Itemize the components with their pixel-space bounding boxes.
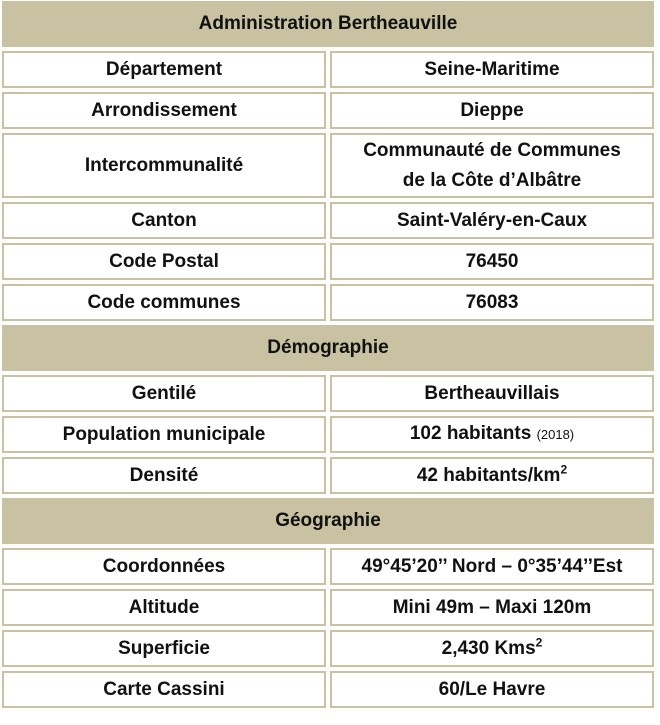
value-carte-cassini: 60/Le Havre (330, 671, 654, 708)
label-intercommunalite: Intercommunalité (2, 133, 326, 198)
section-title-geo: Géographie (2, 498, 654, 544)
value-altitude: Mini 49m – Maxi 120m (330, 589, 654, 626)
table-row-intercommunalite (2, 133, 654, 198)
table-row-carte-cassini (2, 671, 654, 708)
label-gentile: Gentilé (2, 375, 326, 412)
value-gentile: Bertheauvillais (330, 375, 654, 412)
table-row-altitude (2, 589, 654, 626)
section-header-admin (2, 1, 654, 47)
label-code-postal: Code Postal (2, 243, 326, 280)
label-superficie: Superficie (2, 630, 326, 667)
value-code-postal: 76450 (330, 243, 654, 280)
table-row-population (2, 416, 654, 453)
value-superficie-sup: 2 (535, 635, 543, 650)
value-superficie (330, 630, 654, 667)
section-header-geo (2, 498, 654, 544)
label-carte-cassini: Carte Cassini (2, 671, 326, 708)
table-row-coordonnees (2, 548, 654, 585)
section-title-demo: Démographie (2, 325, 654, 371)
section-header-demo (2, 325, 654, 371)
label-canton: Canton (2, 202, 326, 239)
label-code-communes: Code communes (2, 284, 326, 321)
label-coordonnees: Coordonnées (2, 548, 326, 585)
value-coordonnees: 49°45’20’’ Nord – 0°35’44’’Est (330, 548, 654, 585)
table-row-canton (2, 202, 654, 239)
table-row-departement (2, 51, 654, 88)
table-row-densite (2, 457, 654, 494)
label-altitude: Altitude (2, 589, 326, 626)
table-row-arrondissement (2, 92, 654, 129)
value-arrondissement: Dieppe (330, 92, 654, 129)
label-departement: Département (2, 51, 326, 88)
value-population-year: (2018) (536, 427, 575, 442)
label-arrondissement: Arrondissement (2, 92, 326, 129)
value-densite (330, 457, 654, 494)
value-intercommunalite-line2: de la Côte d’Albâtre (402, 169, 582, 191)
value-intercommunalite (330, 133, 654, 198)
table-row-code-postal (2, 243, 654, 280)
value-densite-text: 42 habitants/km (416, 464, 561, 486)
value-population (330, 416, 654, 453)
value-canton: Saint-Valéry-en-Caux (330, 202, 654, 239)
value-departement: Seine-Maritime (330, 51, 654, 88)
value-population-count: 102 habitants (409, 423, 532, 444)
table-row-superficie (2, 630, 654, 667)
value-superficie-text: 2,430 Kms (441, 637, 536, 659)
value-intercommunalite-line1: Communauté de Communes (363, 139, 621, 161)
value-densite-sup: 2 (560, 462, 568, 477)
table-row-gentile (2, 375, 654, 412)
table-row-code-communes (2, 284, 654, 321)
value-code-communes: 76083 (330, 284, 654, 321)
label-densite: Densité (2, 457, 326, 494)
label-population: Population municipale (2, 416, 326, 453)
section-title-admin: Administration Bertheauville (2, 1, 654, 47)
